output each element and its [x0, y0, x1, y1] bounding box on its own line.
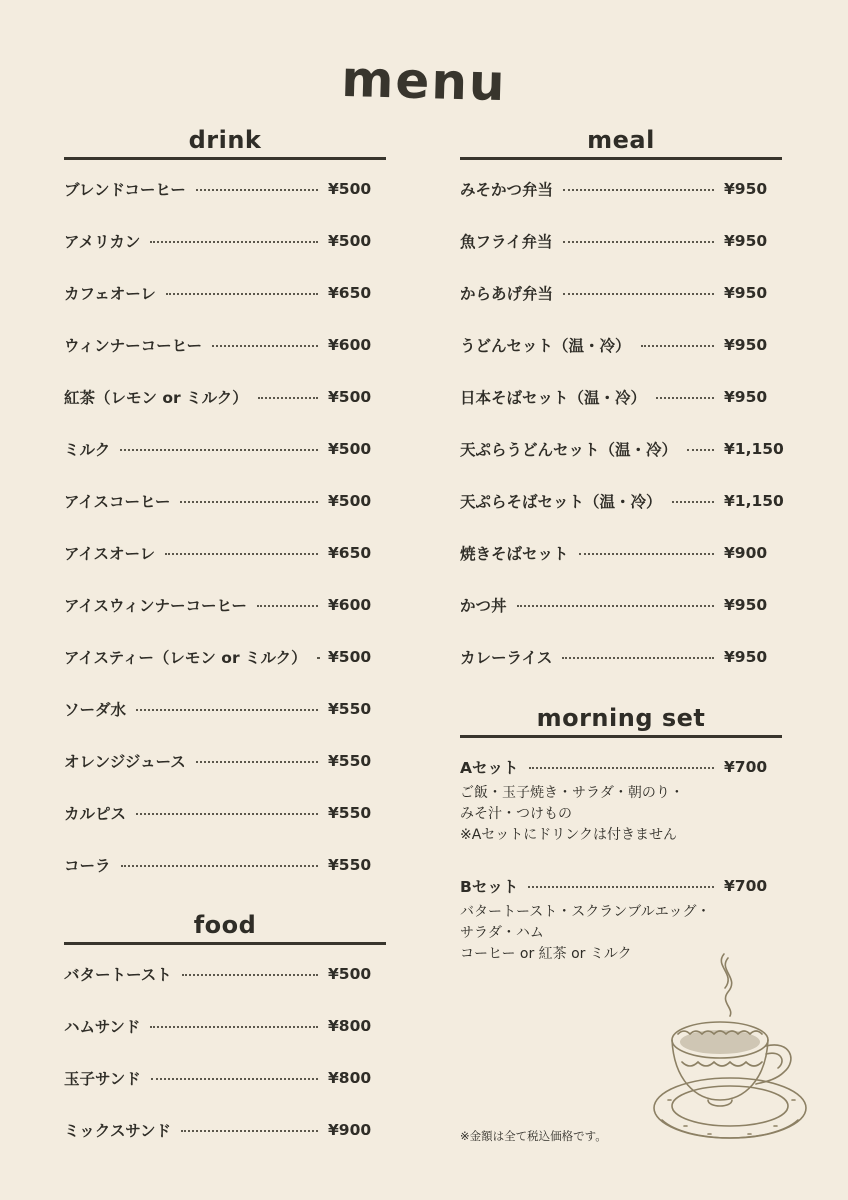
- dot-leader: [150, 1026, 318, 1028]
- item-price: ¥950: [724, 180, 768, 198]
- item-price: ¥950: [724, 388, 768, 406]
- set-description-line: サラダ・ハム: [460, 925, 544, 941]
- menu-item: [460, 371, 782, 423]
- set-price: ¥700: [724, 758, 768, 776]
- item-name: うどんセット（温・冷）: [460, 337, 631, 355]
- dot-leader: [181, 1130, 318, 1132]
- item-name: カフェオーレ: [64, 285, 156, 303]
- drink-heading: drink: [64, 126, 386, 160]
- item-name: 紅茶（レモン or ミルク）: [64, 389, 248, 407]
- dot-leader: [563, 293, 714, 295]
- menu-item: [460, 163, 782, 215]
- menu-item: [64, 475, 386, 527]
- menu-item: [460, 631, 782, 683]
- dot-leader: [196, 761, 318, 763]
- item-price: ¥500: [328, 648, 372, 666]
- menu-item: [460, 267, 782, 319]
- item-price: ¥950: [724, 596, 768, 614]
- meal-section: [460, 126, 782, 683]
- dot-leader: [563, 189, 714, 191]
- item-price: ¥950: [724, 648, 768, 666]
- item-price: ¥600: [328, 336, 372, 354]
- item-price: ¥800: [328, 1069, 372, 1087]
- menu-item: [64, 267, 386, 319]
- dot-leader: [166, 293, 318, 295]
- item-name: みそかつ弁当: [460, 181, 554, 199]
- item-name: ミルク: [64, 441, 111, 459]
- item-name: 天ぷらうどんセット（温・冷）: [460, 441, 678, 459]
- item-price: ¥600: [328, 596, 372, 614]
- menu-item: [64, 579, 386, 631]
- item-price: ¥500: [328, 440, 372, 458]
- meal-heading: meal: [460, 126, 782, 160]
- food-section: [64, 911, 386, 1156]
- item-name: ウィンナーコーヒー: [64, 337, 202, 355]
- menu-item: [460, 423, 782, 475]
- morning-list: [460, 741, 782, 965]
- coffee-cup-icon: [648, 950, 813, 1160]
- menu-item: [64, 735, 386, 787]
- set-name: Bセット: [460, 878, 519, 896]
- dot-leader: [579, 553, 714, 555]
- item-name: ソーダ水: [64, 701, 127, 719]
- item-price: ¥650: [328, 284, 372, 302]
- item-price: ¥500: [328, 388, 372, 406]
- item-price: ¥500: [328, 232, 372, 250]
- item-name: アイスオーレ: [64, 545, 156, 563]
- drink-section: [64, 126, 386, 891]
- dot-leader: [687, 449, 714, 451]
- menu-item: [64, 1052, 386, 1104]
- food-list: [64, 948, 386, 1156]
- meal-list: [460, 163, 782, 683]
- dot-leader: [528, 886, 714, 888]
- set-description-line: コーヒー or 紅茶 or ミルク: [460, 946, 632, 962]
- item-price: ¥550: [328, 752, 372, 770]
- menu-item: [460, 579, 782, 631]
- dot-leader: [656, 397, 714, 399]
- dot-leader: [150, 241, 318, 243]
- dot-leader: [212, 345, 318, 347]
- set-description-line: ※Aセットにドリンクは付きません: [460, 827, 678, 843]
- item-price: ¥950: [724, 336, 768, 354]
- menu-item: [64, 948, 386, 1000]
- menu-item: [460, 319, 782, 371]
- item-price: ¥500: [328, 965, 372, 983]
- item-name: ミックスサンド: [64, 1122, 171, 1140]
- item-name: 日本そばセット（温・冷）: [460, 389, 647, 407]
- dot-leader: [136, 709, 318, 711]
- set-name: Aセット: [460, 759, 519, 777]
- menu-item: [64, 683, 386, 735]
- item-name: ブレンドコーヒー: [64, 181, 186, 199]
- dot-leader: [151, 1078, 318, 1080]
- menu-item: [64, 839, 386, 891]
- item-name: アイスコーヒー: [64, 493, 171, 511]
- item-price: ¥650: [328, 544, 372, 562]
- dot-leader: [562, 657, 714, 659]
- set-description-line: みそ汁・つけもの: [460, 806, 572, 822]
- menu-item: [64, 215, 386, 267]
- item-price: ¥550: [328, 700, 372, 718]
- morning-heading: morning set: [460, 704, 782, 738]
- item-name: アイスティー（レモン or ミルク）: [64, 649, 307, 667]
- item-price: ¥900: [724, 544, 768, 562]
- menu-item: [64, 1104, 386, 1156]
- dot-leader: [136, 813, 318, 815]
- menu-item: [64, 1000, 386, 1052]
- item-price: ¥550: [328, 804, 372, 822]
- menu-item: [64, 319, 386, 371]
- menu-item: [460, 475, 782, 527]
- item-price: ¥500: [328, 492, 372, 510]
- dot-leader: [517, 605, 714, 607]
- menu-item: [64, 527, 386, 579]
- item-name: アイスウィンナーコーヒー: [64, 597, 247, 615]
- item-price: ¥500: [328, 180, 372, 198]
- dot-leader: [529, 767, 715, 769]
- item-price: ¥800: [328, 1017, 372, 1035]
- item-name: からあげ弁当: [460, 285, 554, 303]
- dot-leader: [563, 241, 714, 243]
- page-title: menu: [340, 49, 508, 113]
- item-price: ¥950: [724, 232, 768, 250]
- dot-leader: [317, 657, 318, 659]
- menu-item: [64, 631, 386, 683]
- tax-note: ※金額は全て税込価格です。: [460, 1129, 607, 1143]
- dot-leader: [257, 605, 318, 607]
- item-name: 焼きそばセット: [460, 545, 569, 563]
- item-name: 玉子サンド: [64, 1070, 141, 1088]
- dot-leader: [180, 501, 318, 503]
- drink-list: [64, 163, 386, 891]
- menu-item: [64, 371, 386, 423]
- menu-item: [64, 787, 386, 839]
- set-description-line: ご飯・玉子焼き・サラダ・朝のり・: [460, 785, 684, 801]
- item-name: ハムサンド: [64, 1018, 141, 1036]
- dot-leader: [165, 553, 318, 555]
- item-name: カレーライス: [460, 649, 553, 667]
- item-name: 天ぷらそばセット（温・冷）: [460, 493, 662, 511]
- item-price: ¥900: [328, 1121, 372, 1139]
- dot-leader: [641, 345, 714, 347]
- item-name: コーラ: [64, 857, 111, 875]
- dot-leader: [121, 865, 318, 867]
- dot-leader: [182, 974, 318, 976]
- set-description: [460, 783, 782, 846]
- item-price: ¥550: [328, 856, 372, 874]
- set-description-line: バタートースト・スクランブルエッグ・: [460, 904, 711, 920]
- dot-leader: [672, 501, 714, 503]
- item-name: 魚フライ弁当: [460, 233, 553, 251]
- menu-item: [460, 215, 782, 267]
- item-name: オレンジジュース: [64, 753, 186, 771]
- morning-section: [460, 704, 782, 979]
- item-name: アメリカン: [64, 233, 141, 251]
- menu-item: [460, 527, 782, 579]
- item-name: カルピス: [64, 805, 127, 823]
- set-price: ¥700: [724, 877, 768, 895]
- dot-leader: [258, 397, 318, 399]
- item-price: ¥1,150: [724, 492, 784, 510]
- item-price: ¥950: [724, 284, 768, 302]
- item-name: かつ丼: [460, 597, 507, 615]
- menu-item: [64, 423, 386, 475]
- menu-item: [64, 163, 386, 215]
- dot-leader: [120, 449, 318, 451]
- item-price: ¥1,150: [724, 440, 784, 458]
- item-name: バタートースト: [64, 966, 172, 984]
- food-heading: food: [64, 911, 386, 945]
- dot-leader: [196, 189, 318, 191]
